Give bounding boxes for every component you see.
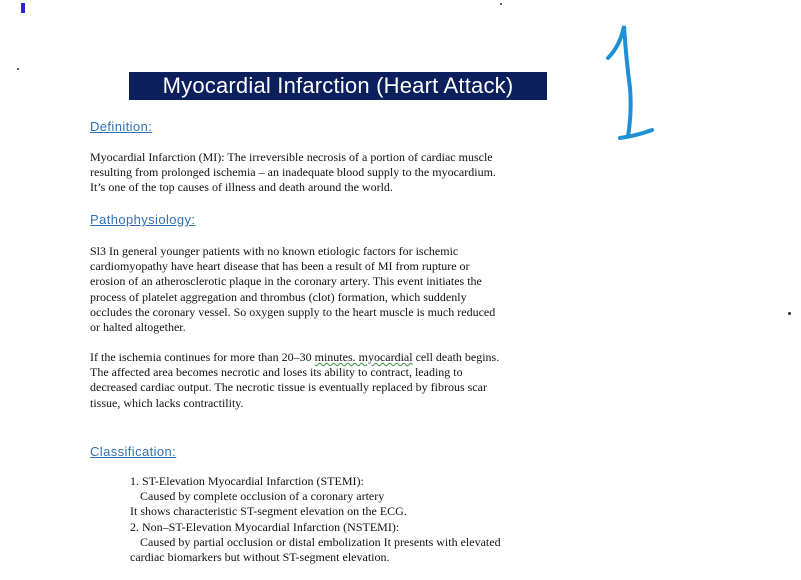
- text-line: process of platelet aggregation and thrombus (clot) formation, which suddenly: [90, 289, 467, 304]
- text-line: occludes the coronary vessel. So oxygen supply to the heart muscle is much reduced: [90, 304, 496, 319]
- pathophysiology-paragraph-2: [90, 350, 550, 411]
- text-fragment: cell death begins.: [412, 350, 500, 364]
- text-line: Sl3 In general younger patients with no known etiologic factors for ischemic: [90, 244, 459, 258]
- text-line: tissue, which lacks contractility.: [90, 395, 244, 410]
- stray-dot: [500, 3, 502, 5]
- cursor-mark: [21, 3, 25, 13]
- text-line: decreased cardiac output. The necrotic tissue is eventually replaced by fibrous scar: [90, 380, 487, 395]
- list-item: 1. ST-Elevation Myocardial Infarction (STEMI):: [130, 474, 364, 488]
- text-line: Myocardial Infarction (MI): The irreversible necrosis of a portion of cardiac muscle: [90, 150, 493, 164]
- definition-heading: Definition:: [90, 119, 153, 134]
- list-item: 2. Non–ST-Elevation Myocardial Infarction (NSTEMI):: [130, 519, 400, 534]
- list-item: cardiac biomarkers but without ST-segment elevation.: [130, 550, 390, 565]
- list-item: It shows characteristic ST-segment elevation on the ECG.: [130, 504, 407, 519]
- text-fragment: If the ischemia continues for more than 20–30: [90, 350, 315, 364]
- list-item: Caused by partial occlusion or distal embolization It presents with elevated: [140, 534, 501, 549]
- definition-text: [90, 150, 550, 196]
- classification-heading: Classification:: [90, 444, 177, 459]
- page-title: Myocardial Infarction (Heart Attack): [129, 72, 547, 100]
- text-line: erosion of an atherosclerotic plaque in the coronary artery. This event initiates the: [90, 274, 482, 289]
- stray-dot: [17, 68, 19, 70]
- text-line: The affected area becomes necrotic and loses its ability to contract, leading to: [90, 365, 463, 380]
- spellcheck-underlined-text: minutes. myocardial: [314, 350, 413, 364]
- pathophysiology-paragraph-1: [90, 244, 550, 335]
- text-line: It’s one of the top causes of illness and death around the world.: [90, 180, 393, 195]
- handwritten-number-one: [598, 18, 668, 148]
- text-line: or halted altogether.: [90, 320, 186, 335]
- classification-list: [130, 474, 560, 565]
- pathophysiology-heading: Pathophysiology:: [90, 212, 196, 227]
- text-line: [90, 350, 550, 365]
- stray-dot: [788, 312, 791, 315]
- list-item: Caused by complete occlusion of a coronary artery: [140, 489, 385, 504]
- text-line: resulting from prolonged ischemia – an inadequate blood supply to the myocardium.: [90, 165, 496, 180]
- text-line: cardiomyopathy have heart disease that has been a result of MI from rupture or: [90, 259, 470, 274]
